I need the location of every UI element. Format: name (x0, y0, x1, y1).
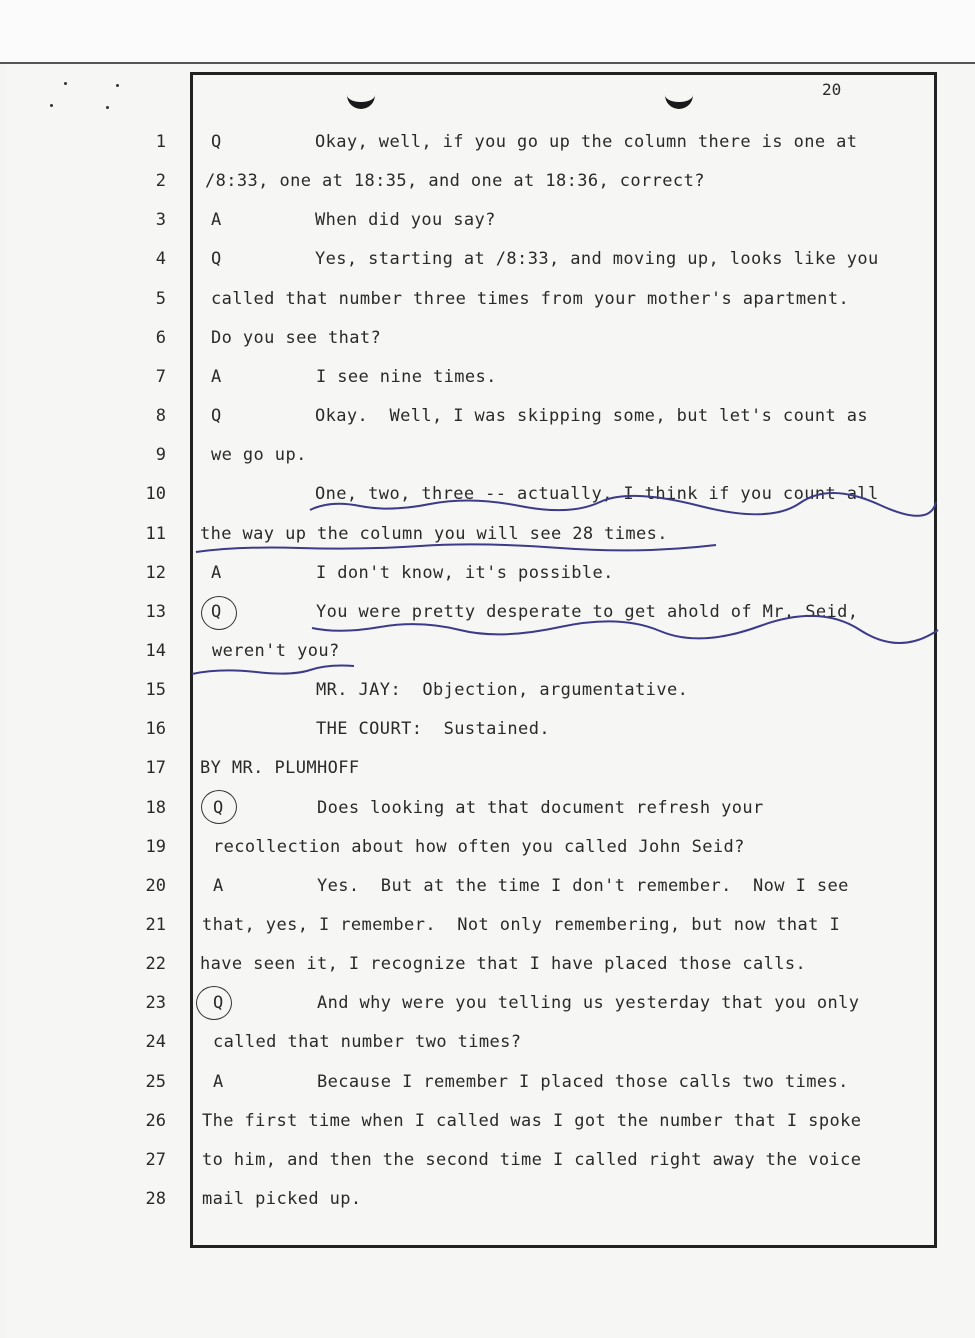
line-number: 11 (145, 523, 166, 544)
testimony-text: Does looking at that document refresh your (317, 797, 764, 818)
speaker-label: Q (211, 406, 222, 427)
testimony-text: the way up the column you will see 28 times. (200, 523, 668, 544)
speaker-label: Q (213, 993, 224, 1014)
line-number: 10 (145, 484, 166, 505)
testimony-text: You were pretty desperate to get ahold of Mr. Seid, (316, 601, 859, 622)
line-number: 21 (145, 915, 166, 935)
testimony-text: recollection about how often you called John Seid? (213, 836, 745, 857)
line-number: 25 (145, 1071, 166, 1092)
testimony-text: Yes. But at the time I don't remember. Now I see (317, 875, 849, 896)
speaker-label: A (211, 562, 222, 583)
speaker-label: A (213, 1071, 224, 1092)
line-number: 28 (145, 1189, 166, 1210)
circle-mark (201, 596, 237, 630)
speck (50, 104, 53, 107)
speaker-label: Q (211, 601, 222, 622)
speaker-label: Q (211, 132, 222, 152)
speaker-label: A (211, 366, 222, 387)
line-number: 6 (155, 327, 166, 348)
line-number: 3 (155, 210, 166, 231)
page-number: 20 (822, 80, 842, 99)
testimony-text: I see nine times. (316, 366, 497, 387)
testimony-text: /8:33, one at 18:35, and one at 18:36, correct? (205, 171, 705, 192)
line-number: 7 (155, 366, 166, 387)
testimony-text: that, yes, I remember. Not only remembering, but now that I (202, 915, 841, 935)
line-number: 9 (155, 445, 166, 466)
line-number: 12 (145, 562, 166, 583)
line-number: 18 (145, 797, 166, 818)
testimony-text: have seen it, I recognize that I have placed those calls. (200, 954, 807, 975)
speaker-label: A (211, 210, 222, 231)
line-number: 16 (145, 719, 166, 740)
testimony-text: called that number two times? (213, 1032, 522, 1053)
line-number: 14 (145, 640, 166, 661)
line-number: 2 (155, 171, 166, 192)
line-number: 23 (145, 993, 166, 1014)
scan-top-edge (0, 0, 975, 64)
line-number: 27 (145, 1149, 166, 1170)
line-number: 22 (145, 954, 166, 975)
testimony-text: Yes, starting at /8:33, and moving up, looks like you (315, 249, 879, 270)
testimony-text: When did you say? (315, 210, 496, 231)
line-number: 17 (145, 758, 166, 779)
testimony-text: mail picked up. (202, 1189, 362, 1210)
testimony-text: THE COURT: Sustained. (316, 719, 550, 740)
line-number: 20 (145, 875, 166, 896)
speck (64, 82, 67, 85)
line-number: 26 (145, 1110, 166, 1131)
testimony-text: The first time when I called was I got the number that I spoke (202, 1110, 862, 1131)
line-number: 13 (145, 601, 166, 622)
circle-mark (201, 790, 237, 824)
line-number: 1 (155, 132, 166, 152)
testimony-text: One, two, three -- actually, I think if you count all (315, 484, 879, 505)
testimony-text: called that number three times from your mother's apartment. (211, 288, 850, 309)
testimony-text: Because I remember I placed those calls two times. (317, 1071, 849, 1092)
line-number: 8 (155, 406, 166, 427)
speaker-label: Q (213, 797, 224, 818)
testimony-text: MR. JAY: Objection, argumentative. (316, 680, 689, 701)
speaker-label: A (213, 875, 224, 896)
speck (116, 84, 119, 87)
speaker-label: Q (211, 249, 222, 270)
line-number: 24 (145, 1032, 166, 1053)
circle-mark (196, 986, 232, 1020)
testimony-text: to him, and then the second time I called right away the voice (202, 1149, 862, 1170)
testimony-text: Okay. Well, I was skipping some, but let's count as (315, 406, 869, 427)
speck (106, 106, 109, 109)
testimony-text: And why were you telling us yesterday that you only (317, 993, 860, 1014)
line-number: 5 (155, 288, 166, 309)
testimony-text: BY MR. PLUMHOFF (200, 758, 360, 779)
testimony-text: we go up. (211, 445, 307, 466)
testimony-text: I don't know, it's possible. (316, 562, 614, 583)
testimony-text: Do you see that? (211, 327, 382, 348)
line-number: 19 (145, 836, 166, 857)
line-number: 4 (155, 249, 166, 270)
testimony-text: weren't you? (212, 640, 340, 661)
testimony-text: Okay, well, if you go up the column there is one at (315, 132, 858, 152)
line-number: 15 (145, 680, 166, 701)
